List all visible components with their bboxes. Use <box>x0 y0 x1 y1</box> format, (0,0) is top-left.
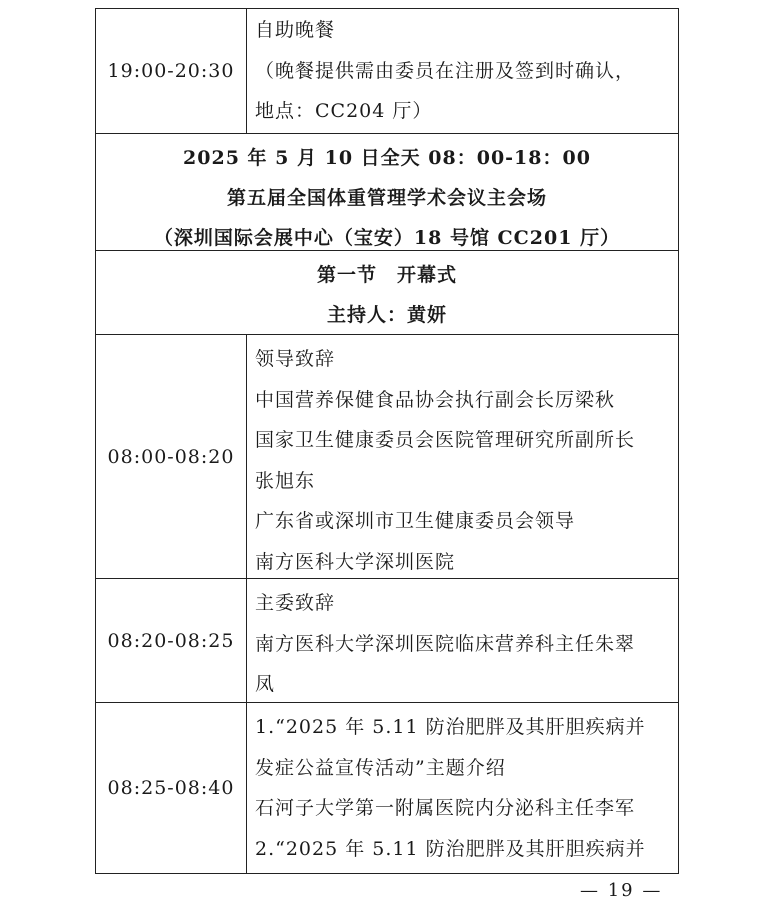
time-cell: 08:00-08:20 <box>96 335 247 578</box>
table-row <box>96 9 678 134</box>
content-cell <box>247 579 678 702</box>
section-host: 主持人：黄妍 <box>326 304 447 326</box>
agenda-table <box>95 8 679 874</box>
session-date: 2025 年 5 月 10 日全天 08：00-18：00 <box>183 147 591 169</box>
content-cell <box>247 703 678 873</box>
content-line: 国家卫生健康委员会医院管理研究所副所长 <box>255 429 636 451</box>
content-line: 地点：CC204 厅） <box>255 100 433 122</box>
content-line: 南方医科大学深圳医院临床营养科主任朱翠 <box>255 632 636 655</box>
content-line: 张旭东 <box>255 469 316 492</box>
table-row <box>96 335 678 579</box>
table-row <box>96 579 678 703</box>
content-line: 1.“2025 年 5.11 防治肥胖及其肝胆疾病并 <box>255 716 646 738</box>
content-line: 凤 <box>255 673 276 695</box>
main-session-header <box>96 134 678 250</box>
table-row <box>96 703 678 873</box>
section-header <box>96 251 678 334</box>
content-line: 领导致辞 <box>255 348 336 370</box>
content-line: 2.“2025 年 5.11 防治肥胖及其肝胆疾病并 <box>255 837 646 860</box>
content-line: 广东省或深圳市卫生健康委员会领导 <box>255 510 576 532</box>
session-title: 第五届全国体重管理学术会议主会场 <box>226 187 547 209</box>
time-cell: 19:00-20:30 <box>96 9 247 133</box>
page-number: — 19 — <box>580 880 663 901</box>
session-venue: （深圳国际会展中心（宝安）18 号馆 CC201 厅） <box>153 227 621 249</box>
content-line: 石河子大学第一附属医院内分泌科主任李军 <box>255 797 636 819</box>
time-cell: 08:20-08:25 <box>96 579 247 702</box>
content-cell <box>247 335 678 578</box>
time-cell: 08:25-08:40 <box>96 703 247 873</box>
content-line: （晚餐提供需由委员在注册及签到时确认， <box>255 59 636 82</box>
main-session-row <box>96 134 678 251</box>
content-line: 南方医科大学深圳医院 <box>255 550 456 573</box>
content-line: 中国营养保健食品协会执行副会长厉梁秋 <box>255 388 616 411</box>
content-line: 主委致辞 <box>255 592 336 614</box>
content-line: 发症公益宣传活动”主题介绍 <box>255 756 506 779</box>
section-row <box>96 251 678 335</box>
content-line: 自助晚餐 <box>255 19 336 41</box>
content-cell <box>247 9 678 133</box>
section-title: 第一节 开幕式 <box>316 264 457 286</box>
